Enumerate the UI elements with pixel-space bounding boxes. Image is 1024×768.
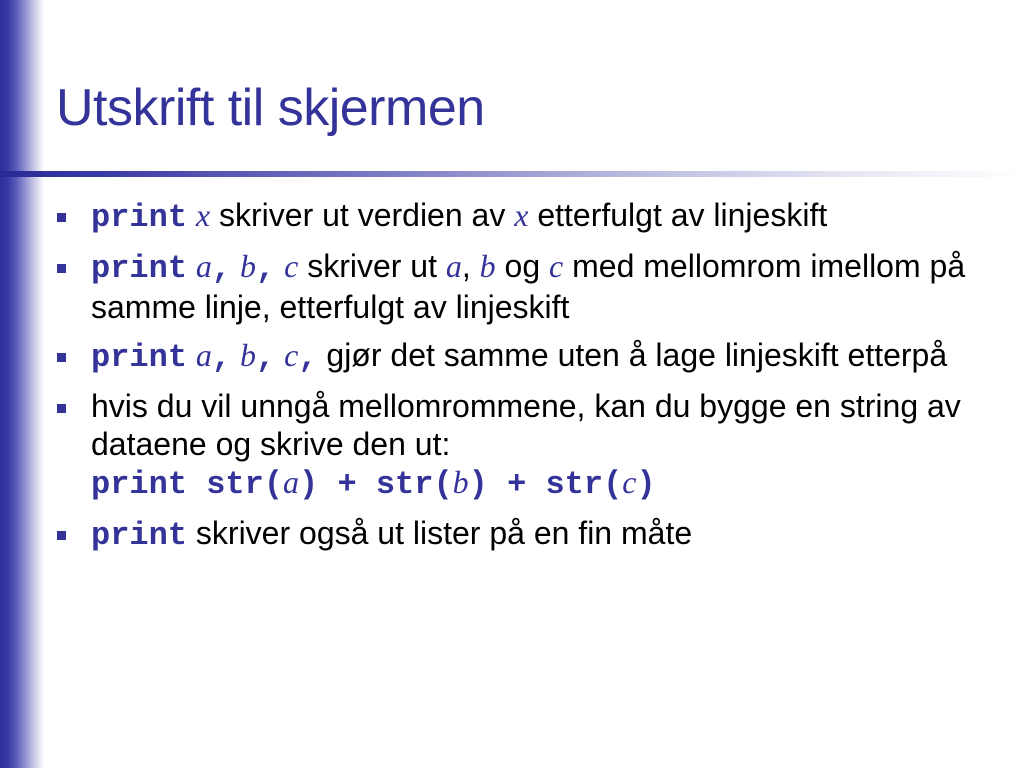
bullet-item-print-abc-comma bbox=[50, 336, 1000, 377]
variable: b bbox=[479, 248, 496, 284]
left-gradient-band bbox=[0, 0, 44, 768]
square-bullet-icon bbox=[57, 404, 66, 413]
code-fragment: ) + str( bbox=[299, 466, 453, 503]
variable: x bbox=[514, 197, 529, 233]
code-separator: , bbox=[211, 250, 232, 287]
bullet-text: , bbox=[461, 248, 471, 284]
title-divider bbox=[0, 171, 1024, 177]
square-bullet-icon bbox=[57, 353, 66, 362]
code-keyword: print bbox=[91, 199, 188, 236]
variable: a bbox=[445, 248, 462, 284]
bullet-text: med mellomrom imellom på samme linje, etterfulgt av linjeskift bbox=[91, 248, 966, 325]
slide-title: Utskrift til skjermen bbox=[56, 79, 485, 137]
code-fragment: print str( bbox=[91, 466, 284, 503]
bullet-text: skriver ut bbox=[307, 248, 437, 284]
variable: c bbox=[622, 464, 637, 500]
bullet-list bbox=[50, 196, 1000, 565]
code-separator: , bbox=[211, 339, 232, 376]
code-fragment: ) + str( bbox=[468, 466, 623, 503]
code-separator: , bbox=[298, 339, 318, 376]
variable: b bbox=[452, 464, 469, 500]
square-bullet-icon bbox=[57, 531, 66, 540]
variable: c bbox=[284, 248, 299, 284]
code-keyword: print bbox=[91, 339, 188, 376]
bullet-item-print-x bbox=[50, 196, 1000, 237]
variable: a bbox=[283, 464, 300, 500]
square-bullet-icon bbox=[57, 213, 66, 222]
code-separator: , bbox=[256, 339, 276, 376]
variable: a bbox=[195, 337, 212, 373]
bullet-item-print-abc bbox=[50, 247, 1000, 326]
variable: b bbox=[240, 337, 256, 373]
variable: c bbox=[284, 337, 299, 373]
bullet-item-string-concat bbox=[50, 387, 1000, 504]
bullet-item-print-lists bbox=[50, 514, 1000, 555]
variable: b bbox=[240, 248, 256, 284]
square-bullet-icon bbox=[57, 264, 66, 273]
bullet-text: hvis du vil unngå mellomrommene, kan du bygge en string av dataene og skrive den ut: bbox=[91, 388, 961, 462]
code-fragment: ) bbox=[636, 466, 656, 503]
variable: c bbox=[549, 248, 564, 284]
bullet-text: og bbox=[504, 248, 541, 284]
code-line bbox=[91, 463, 1000, 504]
variable: a bbox=[195, 248, 212, 284]
code-keyword: print bbox=[91, 517, 188, 554]
bullet-text: skriver ut verdien av bbox=[219, 197, 506, 233]
bullet-text: gjør det samme uten å lage linjeskift etterpå bbox=[326, 337, 948, 373]
code-keyword: print bbox=[91, 250, 188, 287]
variable: x bbox=[195, 197, 211, 233]
code-separator: , bbox=[256, 250, 276, 287]
bullet-text: skriver også ut lister på en fin måte bbox=[195, 515, 693, 551]
bullet-text: etterfulgt av linjeskift bbox=[537, 197, 828, 233]
